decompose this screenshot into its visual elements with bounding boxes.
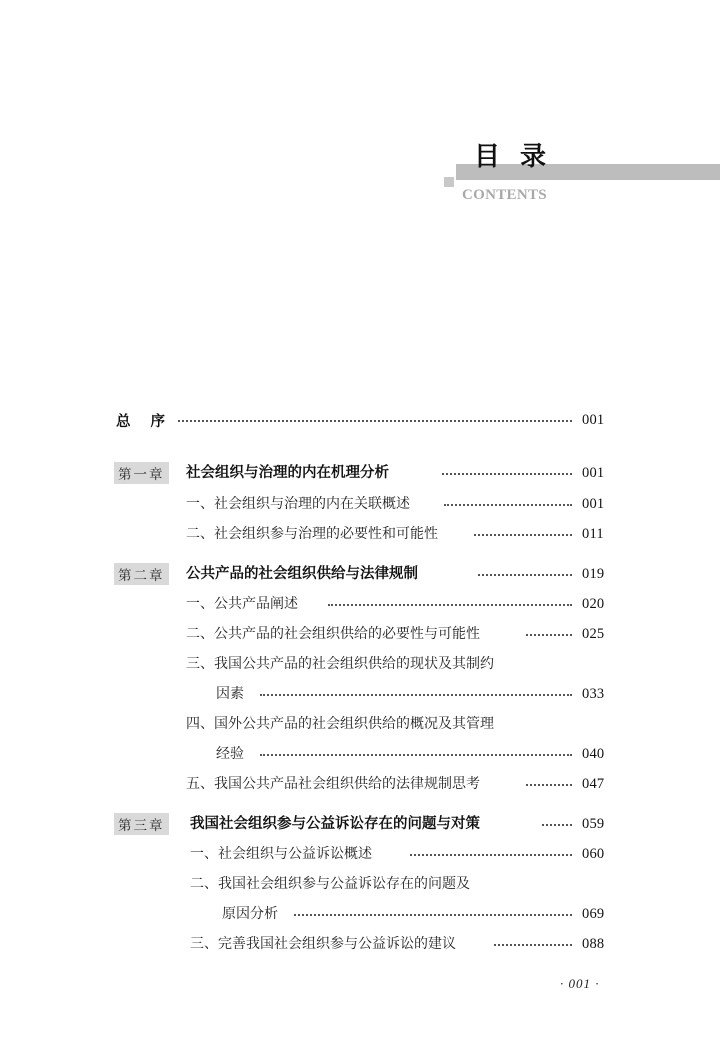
toc-leader-dots: [494, 932, 572, 956]
toc-page-number: 033: [582, 685, 605, 702]
header-square-decoration: [444, 177, 454, 187]
toc-leader-dots: [444, 492, 572, 516]
section-title: 三、我国公共产品的社会组织供给的现状及其制约: [186, 656, 494, 672]
section-title: 一、社会组织与公益诉讼概述: [190, 846, 372, 862]
page-folio-number: · 001 ·: [560, 976, 600, 991]
toc-leader-dots: [178, 408, 572, 432]
toc-leader-dots: [442, 461, 572, 485]
chapter-title: 公共产品的社会组织供给与法律规制: [186, 566, 418, 582]
chapter-badge: 第二章: [114, 563, 169, 585]
toc-section-2-4-continuation[interactable]: [0, 742, 720, 766]
toc-preface-label: 总序: [116, 413, 185, 430]
toc-page-number: 001: [582, 464, 605, 481]
toc-section-2-2[interactable]: [0, 622, 720, 646]
toc-page-number: 001: [582, 495, 605, 512]
toc-section-2-3-continuation[interactable]: [0, 682, 720, 706]
toc-section-3-3[interactable]: [0, 932, 720, 956]
toc-page-number: 011: [582, 525, 604, 542]
toc-section-3-2-continuation[interactable]: [0, 902, 720, 926]
section-title-continuation: 经验: [216, 746, 244, 762]
toc-page-number: 020: [582, 595, 605, 612]
toc-page-number: 019: [582, 565, 605, 582]
toc-chapter-1[interactable]: [0, 461, 720, 485]
section-title: 二、我国社会组织参与公益诉讼存在的问题及: [190, 876, 470, 892]
toc-leader-dots: [474, 522, 572, 546]
toc-page-number: 069: [582, 905, 605, 922]
toc-section-1-2[interactable]: [0, 522, 720, 546]
page-subtitle: CONTENTS: [462, 187, 547, 203]
toc-page-number: 088: [582, 935, 605, 952]
toc-section-2-1[interactable]: [0, 592, 720, 616]
chapter-badge: 第三章: [114, 813, 169, 835]
toc-entry-preface[interactable]: [0, 408, 720, 432]
toc-page-number: 060: [582, 845, 605, 862]
toc-leader-dots: [260, 682, 572, 706]
toc-section-3-1[interactable]: [0, 842, 720, 866]
toc-chapter-2[interactable]: [0, 562, 720, 586]
toc-leader-dots: [410, 842, 572, 866]
section-title: 三、完善我国社会组织参与公益诉讼的建议: [190, 936, 456, 952]
section-title-continuation: 因素: [216, 686, 244, 702]
section-title: 五、我国公共产品社会组织供给的法律规制思考: [186, 776, 480, 792]
toc-leader-dots: [478, 562, 572, 586]
section-title: 二、公共产品的社会组织供给的必要性与可能性: [186, 626, 480, 642]
toc-page-number: 059: [582, 815, 605, 832]
toc-leader-dots: [260, 742, 572, 766]
chapter-title: 我国社会组织参与公益诉讼存在的问题与对策: [190, 816, 480, 832]
section-title: 一、公共产品阐述: [186, 596, 298, 612]
section-title: 一、社会组织与治理的内在关联概述: [186, 496, 410, 512]
toc-section-2-3[interactable]: [0, 652, 720, 676]
toc-chapter-3[interactable]: [0, 812, 720, 836]
toc-section-2-5[interactable]: [0, 772, 720, 796]
toc-leader-dots: [294, 902, 572, 926]
toc-section-1-1[interactable]: [0, 492, 720, 516]
toc-section-3-2[interactable]: [0, 872, 720, 896]
section-title: 四、国外公共产品的社会组织供给的概况及其管理: [186, 716, 494, 732]
page-title: 目录: [474, 142, 567, 172]
toc-page-number: 047: [582, 775, 605, 792]
toc-page-number: 025: [582, 625, 605, 642]
toc-leader-dots: [328, 592, 572, 616]
chapter-title: 社会组织与治理的内在机理分析: [186, 465, 389, 481]
toc-section-2-4[interactable]: [0, 712, 720, 736]
section-title-continuation: 原因分析: [222, 906, 278, 922]
section-title: 二、社会组织参与治理的必要性和可能性: [186, 526, 438, 542]
toc-page-number: 001: [582, 411, 605, 428]
toc-leader-dots: [542, 812, 572, 836]
chapter-badge: 第一章: [114, 462, 169, 484]
toc-leader-dots: [526, 772, 572, 796]
toc-page-number: 040: [582, 745, 605, 762]
toc-leader-dots: [526, 622, 572, 646]
